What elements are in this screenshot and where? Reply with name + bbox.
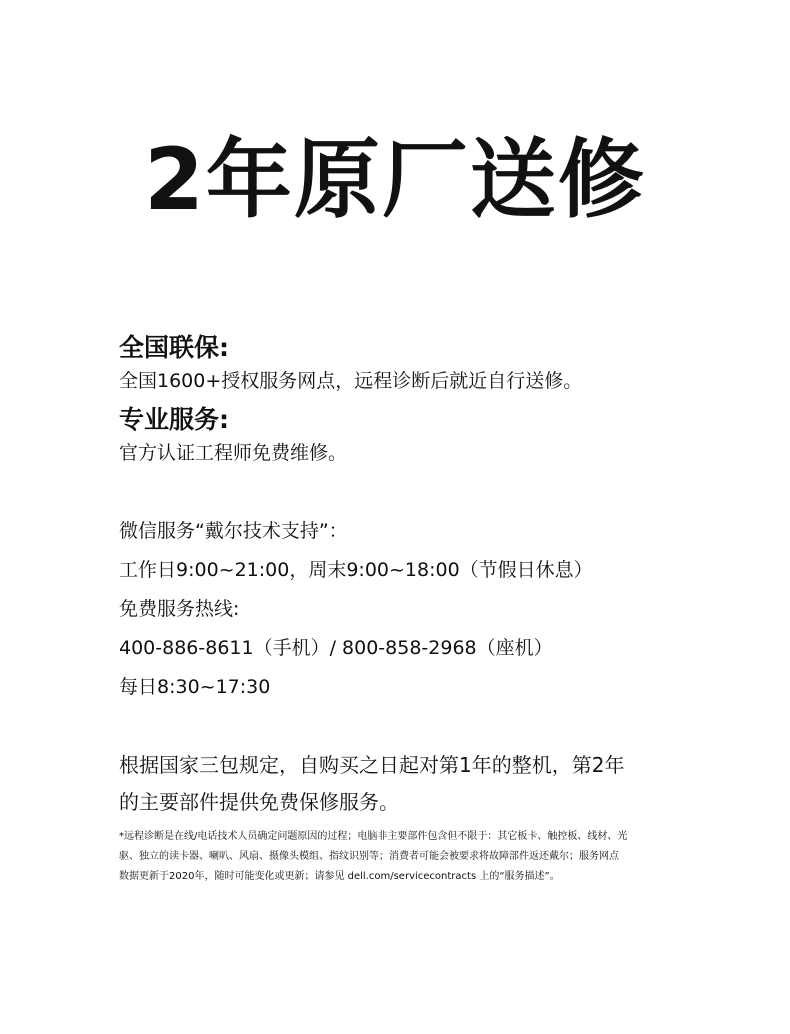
section-professional [119, 402, 719, 468]
section-text: 官方认证工程师免费维修。 [119, 442, 348, 464]
footnote-line: 驱、独立的读卡器、喇叭、风扇、摄像头模组、指纹识别等；消费者可能会被要求将故障部件返还戴尔；服务网点 [119, 851, 619, 862]
warranty-policy [119, 747, 719, 821]
section-nationwide [119, 330, 719, 396]
hotline-hours: 每日8:30~17:30 [119, 676, 271, 698]
policy-line: 的主要部件提供免费保修服务。 [119, 790, 399, 814]
section-title: 专业服务: [119, 405, 229, 434]
hotline-numbers: 400-886-8611（手机）/ 800-858-2968（座机） [119, 637, 553, 659]
footnote-line: *远程诊断是在线/电话技术人员确定问题原因的过程；电脑非主要部件包含但不限于：其它板卡、触控板、线材、光 [119, 831, 628, 842]
footnote-line: 数据更新于2020年，随时可能变化或更新；请参见 dell.com/servicecontracts 上的“服务描述”。 [119, 871, 560, 882]
headline: 2年原厂送修 [144, 130, 646, 230]
footnote [119, 827, 679, 887]
section-text: 全国1600+授权服务网点，远程诊断后就近自行送修。 [119, 370, 583, 392]
contact-info [119, 512, 719, 707]
hotline-label: 免费服务热线: [119, 598, 240, 620]
policy-line: 根据国家三包规定，自购买之日起对第1年的整机，第2年 [119, 753, 625, 777]
wechat-service: 微信服务“戴尔技术支持”： [119, 520, 348, 542]
content [119, 330, 719, 887]
section-title: 全国联保: [119, 333, 229, 362]
service-hours: 工作日9:00~21:00，周末9:00~18:00（节假日休息） [119, 559, 593, 581]
